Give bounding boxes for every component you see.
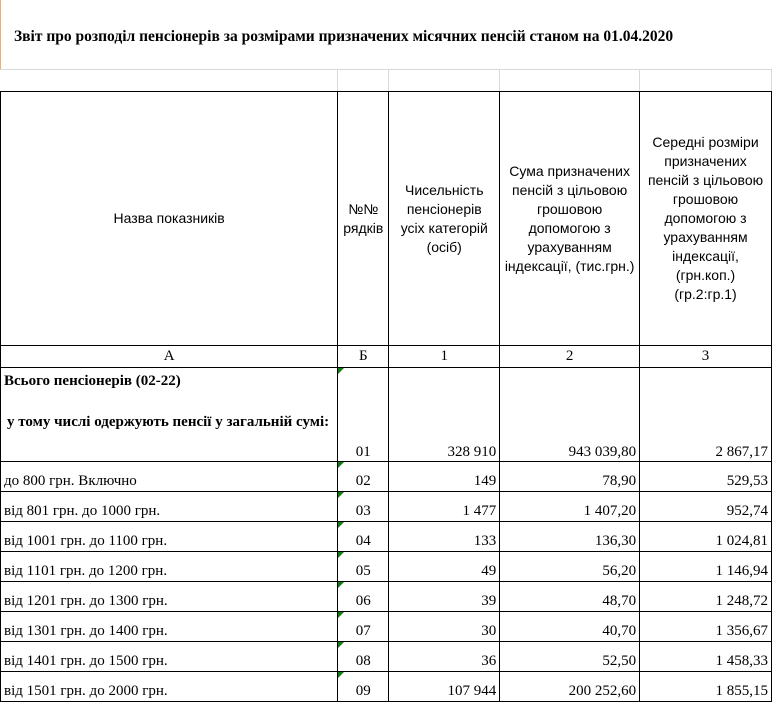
row-count: 149 xyxy=(389,462,500,492)
row-average: 1 458,33 xyxy=(640,642,772,672)
pension-table xyxy=(0,91,772,702)
total-name-cell xyxy=(1,368,338,462)
row-count: 107 944 xyxy=(389,672,500,702)
header-count: Чисельність пенсіонерів усіх категорій (осіб) xyxy=(389,92,500,346)
row-count: 39 xyxy=(389,582,500,612)
table-row xyxy=(1,582,772,612)
row-name: від 1201 грн. до 1300 грн. xyxy=(1,582,338,612)
row-count: 133 xyxy=(389,522,500,552)
total-average: 2 867,17 xyxy=(640,368,772,462)
table-row xyxy=(1,492,772,522)
row-average: 1 146,94 xyxy=(640,552,772,582)
row-average: 529,53 xyxy=(640,462,772,492)
table-row xyxy=(1,672,772,702)
column-letter: А xyxy=(1,346,338,368)
row-sum: 78,90 xyxy=(500,462,640,492)
row-sum: 136,30 xyxy=(500,522,640,552)
table-row xyxy=(1,612,772,642)
table-row xyxy=(1,522,772,552)
header-average: Середні розміри призначених пенсій з цільовою грошовою допомогою з урахуванням індексації, (грн.коп.) (гр.2:гр.1) xyxy=(640,92,772,346)
spacer-row xyxy=(0,69,772,91)
row-average: 1 024,81 xyxy=(640,522,772,552)
header-row-number: №№ рядків xyxy=(338,92,389,346)
column-index-row xyxy=(1,346,772,368)
row-average: 1 356,67 xyxy=(640,612,772,642)
column-letter: 3 xyxy=(640,346,772,368)
row-number: 06 xyxy=(338,582,389,612)
row-count: 49 xyxy=(389,552,500,582)
gridline xyxy=(499,69,500,91)
row-count: 36 xyxy=(389,642,500,672)
total-sum: 943 039,80 xyxy=(500,368,640,462)
row-number: 03 xyxy=(338,492,389,522)
table-row xyxy=(1,552,772,582)
total-row xyxy=(1,368,772,462)
row-sum: 40,70 xyxy=(500,612,640,642)
row-number: 07 xyxy=(338,612,389,642)
column-letter: 1 xyxy=(389,346,500,368)
row-sum: 56,20 xyxy=(500,552,640,582)
row-number: 09 xyxy=(338,672,389,702)
column-letter: Б xyxy=(338,346,389,368)
row-average: 1 855,15 xyxy=(640,672,772,702)
table-row xyxy=(1,462,772,492)
title-row xyxy=(0,0,772,70)
row-sum: 200 252,60 xyxy=(500,672,640,702)
header-name: Назва показників xyxy=(1,92,338,346)
row-name: від 801 грн. до 1000 грн. xyxy=(1,492,338,522)
row-average: 952,74 xyxy=(640,492,772,522)
table-row xyxy=(1,642,772,672)
row-number: 02 xyxy=(338,462,389,492)
row-sum: 48,70 xyxy=(500,582,640,612)
total-name: Всього пенсіонерів (02-22) xyxy=(4,373,181,389)
row-sum: 1 407,20 xyxy=(500,492,640,522)
header-row xyxy=(1,92,772,346)
gridline xyxy=(639,69,640,91)
row-count: 1 477 xyxy=(389,492,500,522)
report-title: Звіт про розподіл пенсіонерів за розмірами призначених місячних пенсій станом на 01.04.2020 xyxy=(14,28,674,45)
total-subtitle: у тому числі одержують пенсії у загальній сумі: xyxy=(7,414,330,430)
total-count: 328 910 xyxy=(389,368,500,462)
row-average: 1 248,72 xyxy=(640,582,772,612)
header-sum: Сума призначених пенсій з цільовою грошовою допомогою з урахуванням індексації, (тис.грн.) xyxy=(500,92,640,346)
total-row-number: 01 xyxy=(338,368,389,462)
row-name: від 1101 грн. до 1200 грн. xyxy=(1,552,338,582)
row-name: від 1501 грн. до 2000 грн. xyxy=(1,672,338,702)
row-name: від 1301 грн. до 1400 грн. xyxy=(1,612,338,642)
column-letter: 2 xyxy=(500,346,640,368)
row-name: від 1401 грн. до 1500 грн. xyxy=(1,642,338,672)
row-name: від 1001 грн. до 1100 грн. xyxy=(1,522,338,552)
row-number: 05 xyxy=(338,552,389,582)
row-name: до 800 грн. Включно xyxy=(1,462,338,492)
row-sum: 52,50 xyxy=(500,642,640,672)
gridline xyxy=(388,69,389,91)
gridline xyxy=(337,69,338,91)
row-number: 08 xyxy=(338,642,389,672)
row-count: 30 xyxy=(389,612,500,642)
row-number: 04 xyxy=(338,522,389,552)
